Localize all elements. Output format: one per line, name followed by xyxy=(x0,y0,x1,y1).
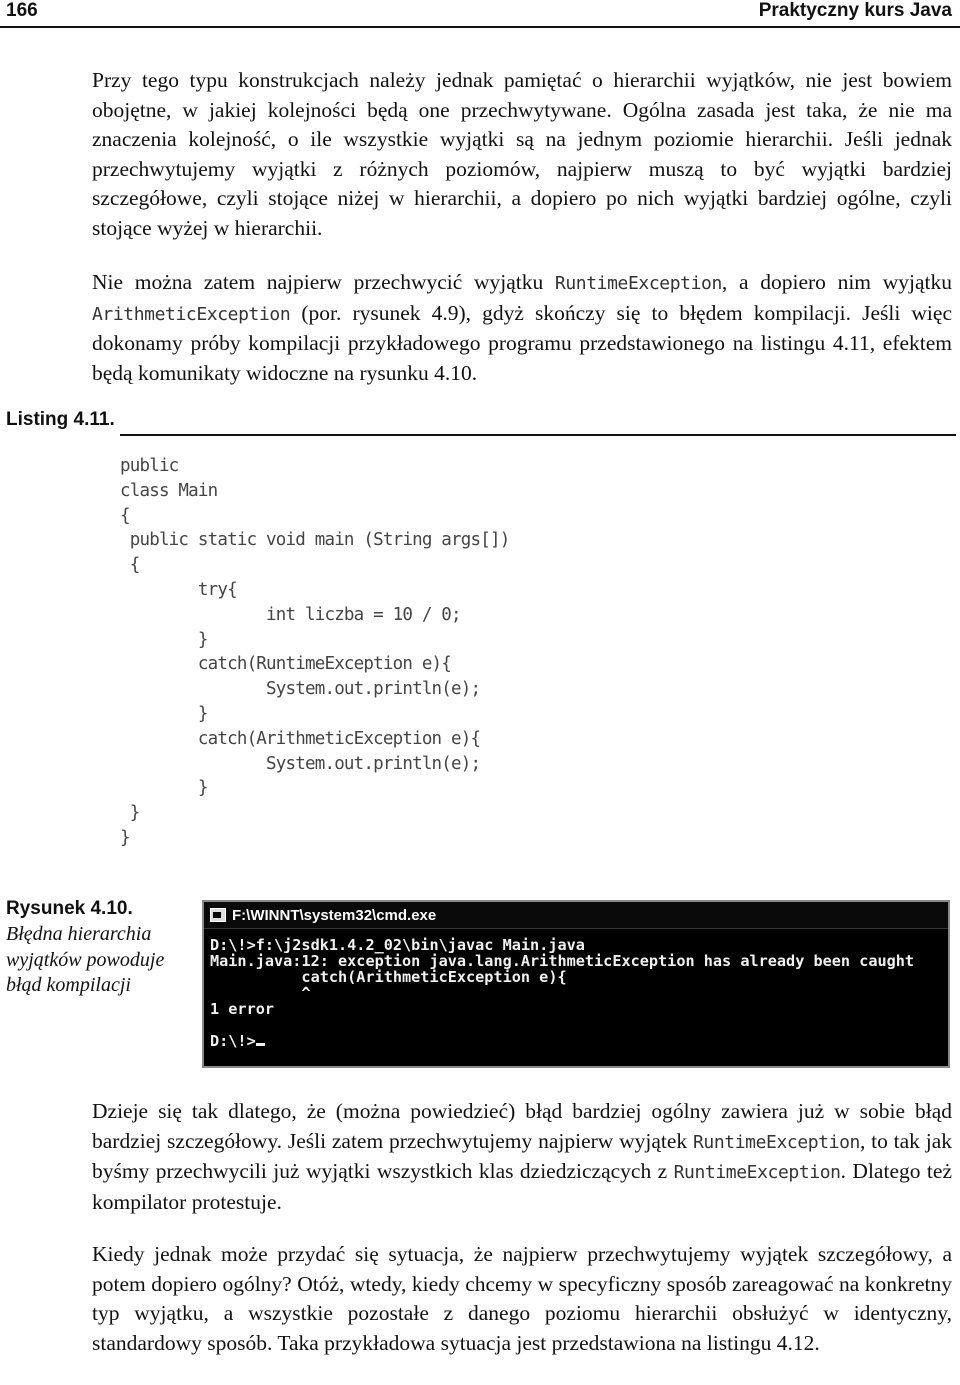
running-title: Praktyczny kurs Java xyxy=(758,0,952,21)
code-line: int liczba = 10 / 0; xyxy=(120,604,461,625)
listing-label: Listing 4.11. xyxy=(6,409,115,430)
code-line: catch(RuntimeException e){ xyxy=(120,654,452,675)
code-line: { xyxy=(120,555,140,576)
inline-code-runtimeexception: RuntimeException xyxy=(673,1162,841,1183)
console-line xyxy=(210,1017,942,1033)
code-line: } xyxy=(120,629,208,650)
code-line: } xyxy=(120,827,130,848)
code-listing xyxy=(120,454,509,851)
paragraph-2 xyxy=(92,268,952,388)
figure-label: Rysunek 4.10. xyxy=(6,898,133,919)
console-window-screenshot xyxy=(202,900,950,1068)
paragraph-2-text-2: , a dopiero nim wyjątku xyxy=(721,270,952,294)
paragraph-4: Kiedy jednak może przydać się sytuacja, że najpierw przechwytujemy wyjątek szczegółowy, a potem dopiero ogólny? Otóż, wtedy, kiedy chcemy w specyficzny sposób zareagować na konkretny typ wyjątku, a wszystkie pozostałe z danego poziomu hierarchii obsłużyć w identyczny, standardowy sposób. Taka przykładowa sytuacja jest przedstawiona na listingu 4.12. xyxy=(92,1242,952,1355)
paragraph-1: Przy tego typu konstrukcjach należy jednak pamiętać o hierarchii wyjątków, nie jest bowiem obojętne, w jakiej kolejności będą one przechwytywane. Ogólna zasada jest taka, że nie ma znaczenia kolejność, o ile wszystkie wyjątki są na jednym poziomie hierarchii. Jeśli jednak przechwytujemy wyjątki z różnych poziomów, najpierw muszą to być wyjątki bardziej szczegółowe, czyli stojące niżej w hierarchii, a dopiero po nich wyjątki bardziej ogólne, czyli stojące wyżej w hierarchii. xyxy=(92,68,952,240)
cmd-icon xyxy=(210,908,226,922)
console-line: Main.java:12: exception java.lang.ArithmeticException has already been caught xyxy=(210,952,915,970)
code-line: catch(ArithmeticException e){ xyxy=(120,728,481,749)
console-prompt-line xyxy=(210,1033,942,1049)
page-number: 166 xyxy=(6,0,38,21)
console-prompt: D:\!> xyxy=(210,1032,256,1050)
page-header xyxy=(0,0,960,26)
paragraph-2-text-3: (por. rysunek 4.9), gdyż skończy się to błędem kompilacji. Jeśli więc dokonamy próby kompilacji przykładowego programu przedstawionego na listingu 4.11, efektem będą komunikaty widoczne na rysunku 4.10. xyxy=(92,300,952,385)
paragraph-3-text-1: Dzieje się tak dlatego, że (można powiedzieć) błąd bardziej ogólny zawiera już w sobie błąd bardziej szczegółowy. Jeśli zatem przechwytujemy najpierw wyjątek xyxy=(92,1099,952,1153)
code-line: System.out.println(e); xyxy=(120,753,481,774)
inline-code-runtimeexception: RuntimeException xyxy=(692,1131,860,1153)
code-line: { xyxy=(120,505,130,526)
code-line: public xyxy=(120,456,179,476)
header-rule xyxy=(0,26,960,28)
cursor xyxy=(256,1043,265,1046)
code-line: try{ xyxy=(120,579,237,600)
inline-code-runtimeexception: RuntimeException xyxy=(554,273,722,294)
console-line: D:\!>f:\j2sdk1.4.2_02\bin\javac Main.java xyxy=(210,936,585,954)
paragraph-2-text-1: Nie można zatem najpierw przechwycić wyjątku xyxy=(92,270,555,294)
console-line: 1 error xyxy=(210,1000,275,1018)
console-window-title: F:\WINNT\system32\cmd.exe xyxy=(232,906,437,924)
code-line: public static void main (String args[]) xyxy=(120,530,510,551)
console-line: catch(ArithmeticException e){ xyxy=(210,968,567,986)
code-line: } xyxy=(120,703,208,724)
inline-code-arithmeticexception: ArithmeticException xyxy=(92,303,291,325)
code-line: } xyxy=(120,778,208,799)
console-output xyxy=(204,929,948,1057)
paragraph-3-text-2: , to tak jak byśmy przechwycili już wyjątki wszystkich klas dziedziczących z xyxy=(92,1128,952,1183)
figure-caption: Błędna hierarchia wyjątków powoduje błąd kompilacji xyxy=(6,923,165,996)
paragraph-3 xyxy=(92,1097,952,1217)
listing-rule xyxy=(120,434,956,436)
code-line: System.out.println(e); xyxy=(120,679,481,700)
code-line: class Main xyxy=(120,480,218,501)
console-line: ^ xyxy=(210,984,311,1002)
paragraph-3-text-3: . Dlatego też kompilator protestuje. xyxy=(92,1159,952,1214)
console-titlebar xyxy=(204,902,948,929)
code-line: } xyxy=(120,803,140,824)
